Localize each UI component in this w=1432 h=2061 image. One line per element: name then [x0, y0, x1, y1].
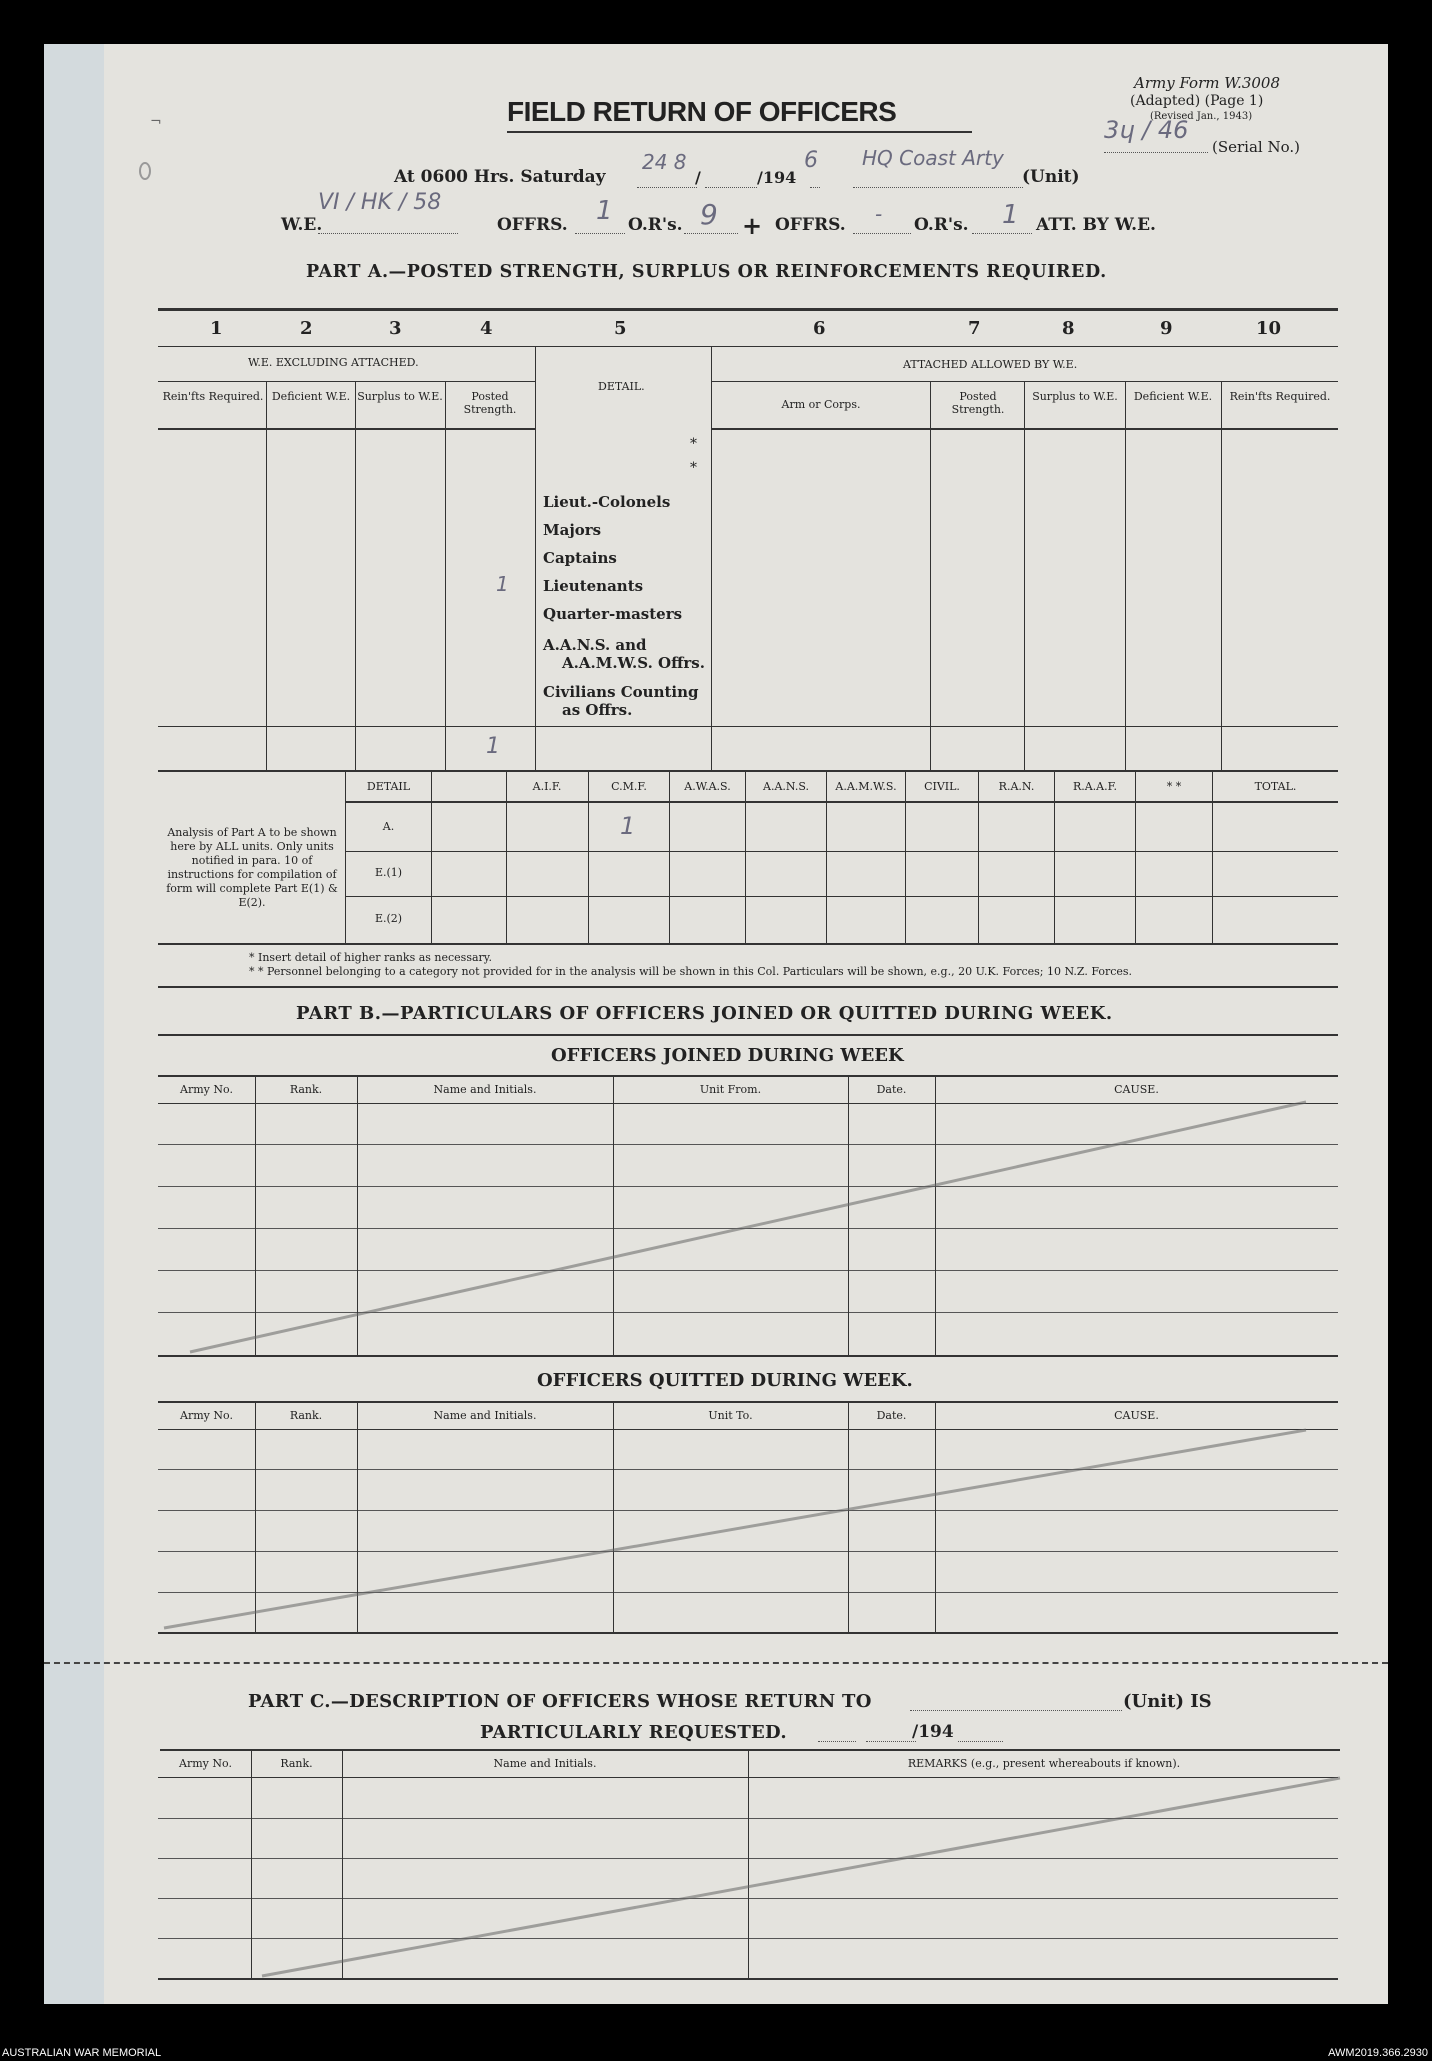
footer-left: AUSTRALIAN WAR MEMORIAL: [2, 2047, 162, 2059]
att-label: ATT. BY W.E.: [1036, 215, 1156, 235]
an-hdr-awas: A.W.A.S.: [684, 780, 731, 793]
col-num-7: 7: [968, 318, 981, 339]
ors2-hand: 1: [1002, 200, 1019, 230]
an-row-e1: E.(1): [374, 866, 403, 879]
rank-lt-colonels: Lieut.-Colonels: [543, 493, 671, 511]
partc-header-1: Rank.: [280, 1757, 313, 1770]
posted-hand: 1: [496, 572, 509, 596]
an-hdr-ran: R.A.N.: [998, 780, 1035, 793]
offrs2-label: OFFRS.: [775, 215, 846, 235]
an-hdr-other: * *: [1166, 780, 1182, 793]
paper-edge-strip: [44, 44, 104, 2004]
quitted-header-0: Army No.: [180, 1409, 233, 1422]
quitted-title: OFFICERS QUITTED DURING WEEK.: [537, 1370, 913, 1391]
offrs-label: OFFRS.: [497, 215, 568, 235]
partc-header-0: Army No.: [179, 1757, 232, 1770]
footnote-2: * * Personnel belonging to a category not provided for in the analysis will be shown in this Col. Particulars will be shown, e.g., 20 U.K. Forces; 10 N.Z. Forces.: [249, 965, 1133, 978]
footer-right: AWM2019.366.2930: [1328, 2047, 1428, 2059]
quitted-row-line: [158, 1510, 1338, 1511]
year-prefix: /194: [757, 168, 797, 187]
col-num-4: 4: [480, 318, 493, 339]
joined-header-4: Date.: [876, 1083, 907, 1096]
rank-civilians-2: as Offrs.: [562, 701, 633, 719]
serial-number-hand: 3ɥ / 46: [1104, 116, 1189, 144]
quitted-row-line: [158, 1592, 1338, 1593]
form-revised: (Revised Jan., 1943): [1150, 111, 1253, 122]
part-a-title: PART A.—POSTED STRENGTH, SURPLUS OR REINFORCEMENTS REQUIRED.: [306, 262, 1107, 282]
serial-label: (Serial No.): [1212, 138, 1300, 156]
part-b-title: PART B.—PARTICULARS OF OFFICERS JOINED OR QUITTED DURING WEEK.: [296, 1003, 1113, 1024]
ors2-label: O.R's.: [914, 215, 969, 235]
serial-dots: [1104, 152, 1208, 153]
subhdr-deficient-right: Deficient W.E.: [1133, 390, 1213, 403]
subhdr-deficient-left: Deficient W.E.: [271, 390, 351, 403]
joined-header-3: Unit From.: [699, 1083, 762, 1096]
total-hand: 1: [486, 734, 500, 759]
col-num-3: 3: [389, 318, 402, 339]
rank-aans: A.A.N.S. and: [543, 636, 647, 654]
joined-header-2: Name and Initials.: [433, 1083, 537, 1096]
rank-captains: Captains: [543, 549, 617, 567]
an-hdr-cmf: C.M.F.: [611, 780, 647, 793]
joined-header-1: Rank.: [289, 1083, 323, 1096]
offrs2-hand: -: [875, 202, 883, 226]
subhdr-reinfts-left: Rein'fts Required.: [162, 390, 264, 403]
quitted-row-line: [158, 1469, 1338, 1470]
an-hdr-total: TOTAL.: [1254, 780, 1297, 793]
rank-star-2: *: [690, 460, 697, 476]
we-label: W.E.: [281, 215, 323, 235]
an-hdr-aamws: A.A.M.W.S.: [835, 780, 897, 793]
date-hand: 24 8: [642, 150, 687, 174]
col-num-10: 10: [1256, 318, 1282, 339]
quitted-header-2: Name and Initials.: [433, 1409, 537, 1422]
partc-header-3: REMARKS (e.g., present whereabouts if known).: [907, 1757, 1181, 1770]
we-excl-header: W.E. EXCLUDING ATTACHED.: [248, 356, 419, 369]
col-num-9: 9: [1160, 318, 1173, 339]
form-adapted: (Adapted) (Page 1): [1130, 93, 1264, 109]
rank-quartermasters: Quarter-masters: [543, 605, 683, 623]
ors-hand: 9: [700, 198, 718, 231]
an-hdr-detail: DETAIL: [366, 780, 411, 793]
rank-civilians: Civilians Counting: [543, 683, 699, 701]
subhdr-surplus-right: Surplus to W.E.: [1032, 390, 1118, 403]
an-row-e2: E.(2): [374, 912, 403, 925]
part-c-title1: PART C.—DESCRIPTION OF OFFICERS WHOSE RETURN TO: [248, 1691, 872, 1712]
perforation: [44, 1662, 1388, 1664]
plus-sign: +: [742, 211, 763, 240]
year-hand: 6: [804, 148, 818, 173]
subhdr-posted-right: Posted Strength.: [951, 390, 1005, 416]
subhdr-surplus-left: Surplus to W.E.: [357, 390, 443, 403]
joined-row-line: [158, 1144, 1338, 1145]
form-title: FIELD RETURN OF OFFICERS: [507, 96, 897, 127]
form-id: Army Form W.3008: [1134, 74, 1280, 92]
quitted-row-line: [158, 1551, 1338, 1552]
footnote-1: * Insert detail of higher ranks as necessary.: [249, 951, 493, 964]
an-hdr-raaf: R.A.A.F.: [1072, 780, 1118, 793]
quitted-header-1: Rank.: [289, 1409, 323, 1422]
partc-header-2: Name and Initials.: [493, 1757, 597, 1770]
joined-header-0: Army No.: [180, 1083, 233, 1096]
quitted-header-4: Date.: [876, 1409, 907, 1422]
an-hdr-aans: A.A.N.S.: [763, 780, 809, 793]
attached-header: ATTACHED ALLOWED BY W.E.: [903, 358, 1078, 371]
subhdr-reinfts-right: Rein'fts Required.: [1229, 390, 1331, 403]
joined-row-line: [158, 1228, 1338, 1229]
quitted-header-5: CAUSE.: [1114, 1409, 1159, 1422]
an-hdr-aif: A.I.F.: [532, 780, 562, 793]
joined-row-line: [158, 1312, 1338, 1313]
col-num-1: 1: [210, 318, 223, 339]
quitted-header-3: Unit To.: [708, 1409, 753, 1422]
part-c-title2-end: /194: [912, 1722, 954, 1742]
joined-row-line: [158, 1270, 1338, 1271]
analysis-note: Analysis of Part A to be shown here by ALL units. Only units notified in para. 10 of instructions for compilation of form will complete Part E(1) & E(2).: [166, 826, 338, 909]
col-num-5: 5: [614, 318, 627, 339]
joined-header-5: CAUSE.: [1114, 1083, 1159, 1096]
ors-label: O.R's.: [628, 215, 683, 235]
staple-mark: ¬: [150, 114, 162, 130]
at-line: At 0600 Hrs. Saturday: [394, 167, 606, 187]
col-num-6: 6: [813, 318, 826, 339]
rank-star-1: *: [690, 436, 697, 452]
col-num-2: 2: [300, 318, 313, 339]
part-c-title1-end: (Unit) IS: [1123, 1691, 1212, 1712]
joined-row-line: [158, 1186, 1338, 1187]
subhdr-arm: Arm or Corps.: [781, 398, 861, 411]
detail-header: DETAIL.: [598, 380, 645, 393]
part-c-title2: PARTICULARLY REQUESTED.: [480, 1722, 787, 1743]
we-hand: VI / HK / 58: [318, 190, 442, 215]
rank-lieutenants: Lieutenants: [543, 577, 644, 595]
joined-title: OFFICERS JOINED DURING WEEK: [551, 1045, 904, 1066]
subhdr-posted-left: Posted Strength.: [463, 390, 517, 416]
offrs-hand: 1: [596, 196, 613, 226]
unit-hand: HQ Coast Arty: [862, 146, 1004, 170]
unit-label: (Unit): [1022, 167, 1080, 187]
punch-hole: [139, 162, 151, 180]
an-hdr-civil: CIVIL.: [924, 780, 960, 793]
rank-majors: Majors: [543, 521, 602, 539]
cmf-hand: 1: [620, 812, 636, 840]
an-row-a: A.: [382, 820, 395, 833]
rank-aamws: A.A.M.W.S. Offrs.: [562, 654, 705, 672]
title-underline: [507, 131, 972, 133]
col-num-8: 8: [1062, 318, 1075, 339]
